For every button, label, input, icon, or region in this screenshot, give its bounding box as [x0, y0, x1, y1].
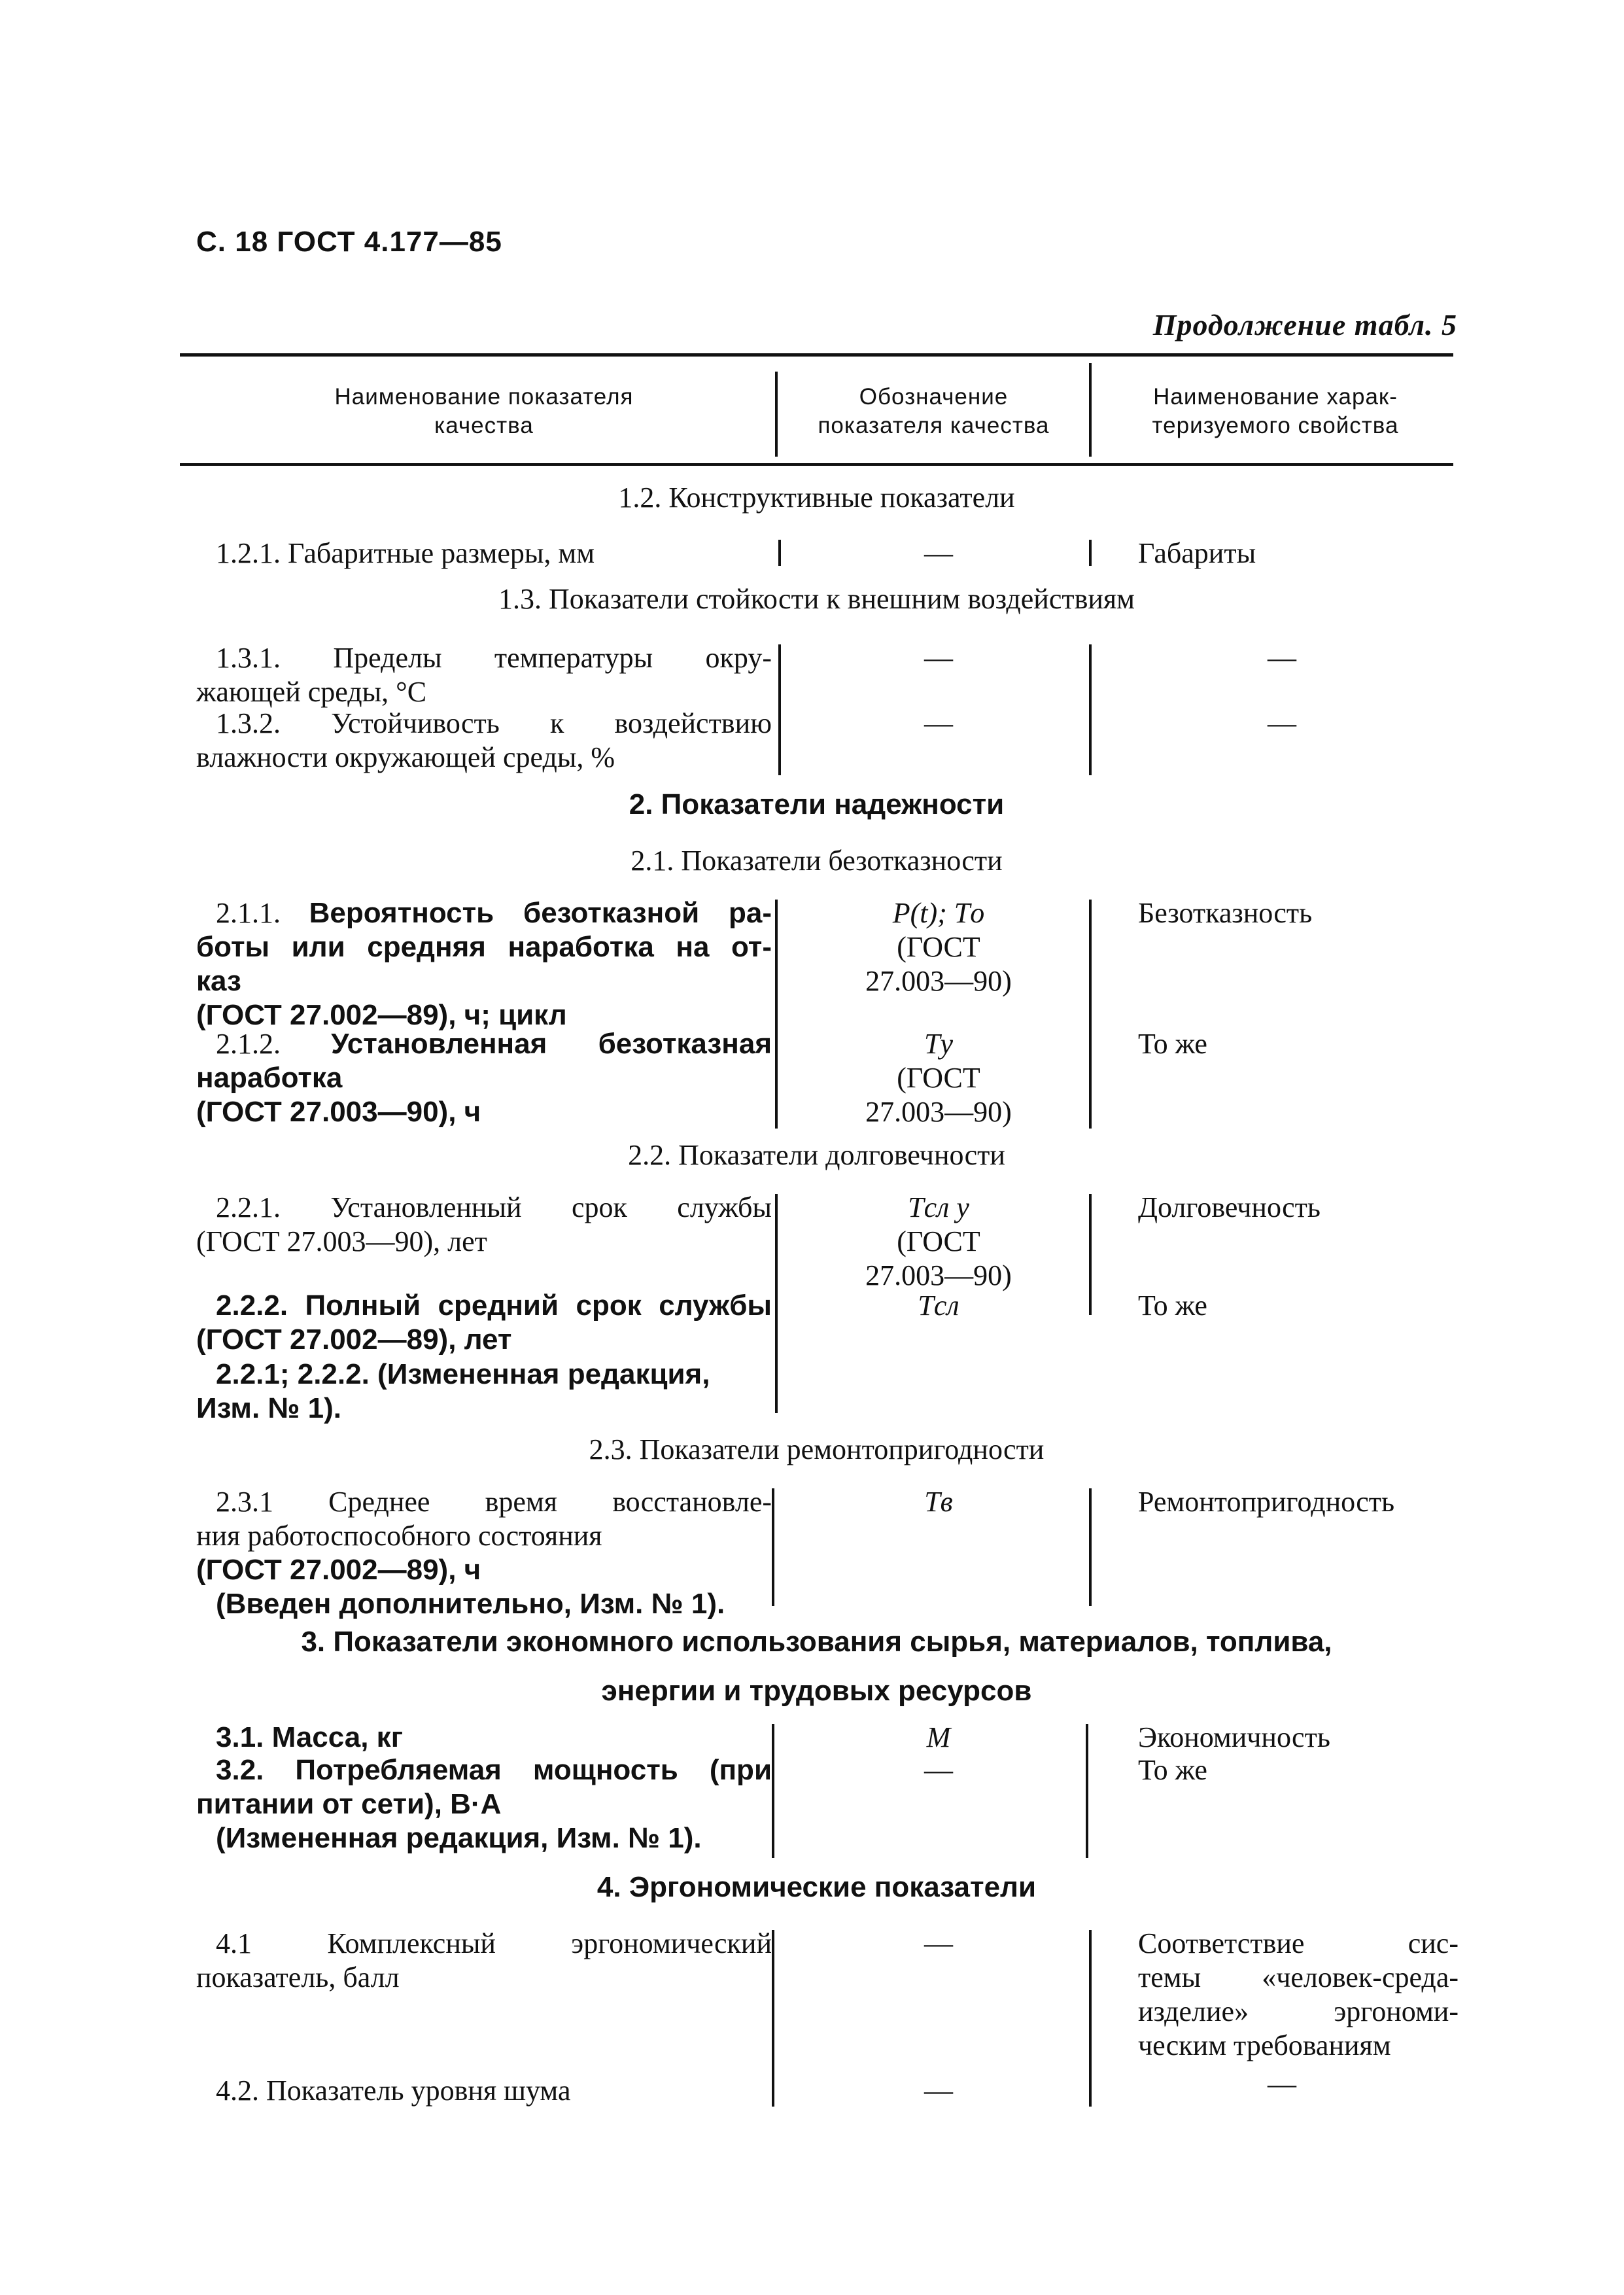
- column-divider: [775, 1194, 778, 1413]
- column-divider: [1089, 644, 1092, 775]
- column-divider: [775, 372, 778, 457]
- column-divider: [1089, 540, 1092, 566]
- column-divider: [772, 1930, 774, 2107]
- row-symbol: —: [924, 1754, 953, 1786]
- column-divider: [1089, 1488, 1092, 1606]
- row-symbol: Tу (ГОСТ 27.003—90): [865, 1028, 1012, 1128]
- row-symbol: Tв: [924, 1486, 953, 1518]
- row-name: 3.2. Потребляемая мощность (при питании от сети), В·А (Измененная редакция, Изм. № 1).: [196, 1754, 772, 1854]
- section-heading: 4. Эргономические показатели: [596, 1871, 1037, 1903]
- row-symbol: M: [926, 1721, 951, 1753]
- section-heading: 1.3. Показатели стойкости к внешним воздействиям: [498, 583, 1135, 615]
- column-header-symbol: Обозначение показателя качества: [818, 384, 1050, 438]
- row-name: 4.1 Комплексный эргономический показатель, балл: [196, 1927, 772, 1993]
- section-heading: 2.2. Показатели долговечности: [628, 1139, 1005, 1171]
- row-property: Безотказность: [1138, 897, 1313, 929]
- row-symbol: —: [924, 1927, 953, 1959]
- row-property: —: [1268, 2068, 1296, 2100]
- row-symbol: Tсл у (ГОСТ 27.003—90): [865, 1191, 1012, 1291]
- row-name: 2.1.1. Вероятность безотказной ра- боты или средняя наработка на от- каз (ГОСТ 27.002—89), ч; цикл: [196, 897, 772, 1031]
- row-name: 2.2.2. Полный средний срок службы (ГОСТ 27.002—89), лет: [196, 1289, 772, 1356]
- row-name: 4.2. Показатель уровня шума: [216, 2075, 571, 2107]
- row-name: 1.2.1. Габаритные размеры, мм: [216, 537, 595, 569]
- row-property: —: [1268, 642, 1296, 674]
- section-heading: 1.2. Конструктивные показатели: [618, 482, 1015, 514]
- table-continuation-label: Продолжение табл. 5: [1152, 308, 1457, 342]
- row-property: То же: [1138, 1754, 1207, 1786]
- row-name: 2.1.2. Установленная безотказная наработка (ГОСТ 27.003—90), ч: [196, 1028, 772, 1128]
- table-top-rule: [180, 353, 1453, 357]
- row-property: То же: [1138, 1028, 1207, 1060]
- section-heading: 2.1. Показатели безотказности: [631, 845, 1003, 877]
- row-symbol: —: [924, 2075, 953, 2107]
- row-property: Экономичность: [1138, 1721, 1330, 1753]
- row-property: —: [1268, 707, 1296, 739]
- row-symbol: —: [924, 642, 953, 674]
- section-heading: 2.3. Показатели ремонтопригодности: [589, 1433, 1045, 1465]
- row-name: 2.3.1 Среднее время восстановле- ния работоспособного состояния (ГОСТ 27.002—89), ч (Введен дополнительно, Изм. № 1).: [196, 1486, 772, 1620]
- section-heading: энергии и трудовых ресурсов: [601, 1675, 1032, 1707]
- row-name: 3.1. Масса, кг: [216, 1721, 404, 1753]
- column-divider: [1089, 1930, 1092, 2107]
- row-note: 2.2.1; 2.2.2. (Измененная редакция, Изм. № 1).: [196, 1358, 710, 1424]
- column-divider: [772, 1488, 774, 1606]
- section-heading: 3. Показатели экономного использования сырья, материалов, топлива,: [301, 1626, 1332, 1658]
- table-header-bottom-rule: [180, 463, 1453, 466]
- row-symbol: —: [924, 707, 953, 739]
- row-property: Долговечность: [1138, 1191, 1321, 1223]
- column-divider: [778, 540, 781, 566]
- row-name: 2.2.1. Установленный срок службы (ГОСТ 27.003—90), лет: [196, 1191, 772, 1257]
- column-divider: [1089, 1194, 1092, 1315]
- row-symbol: P(t); Tо (ГОСТ 27.003—90): [865, 897, 1012, 997]
- row-symbol: —: [924, 537, 953, 569]
- row-property: Габариты: [1138, 537, 1256, 569]
- section-heading: 2. Показатели надежности: [629, 788, 1005, 820]
- row-property: Ремонтопригодность: [1138, 1486, 1395, 1518]
- column-header-property: Наименование харак- теризуемого свойства: [1152, 384, 1399, 438]
- column-divider: [772, 1724, 774, 1858]
- column-divider: [1086, 1724, 1088, 1858]
- row-property: Соответствие сис- темы «человек-среда- изделие» эргономи- ческим требованиям: [1138, 1927, 1459, 2061]
- column-header-name: Наименование показателя качества: [334, 384, 634, 438]
- row-symbol: Tсл: [918, 1289, 959, 1322]
- row-property: То же: [1138, 1289, 1207, 1322]
- page-reference: С. 18 ГОСТ 4.177—85: [196, 226, 502, 258]
- row-name: 1.3.2. Устойчивость к воздействию влажности окружающей среды, %: [196, 707, 772, 773]
- column-divider: [778, 644, 781, 775]
- column-divider: [1089, 363, 1092, 457]
- row-name: 1.3.1. Пределы температуры окру- жающей среды, °С: [196, 642, 772, 708]
- column-divider: [1089, 900, 1092, 1129]
- column-divider: [775, 900, 778, 1129]
